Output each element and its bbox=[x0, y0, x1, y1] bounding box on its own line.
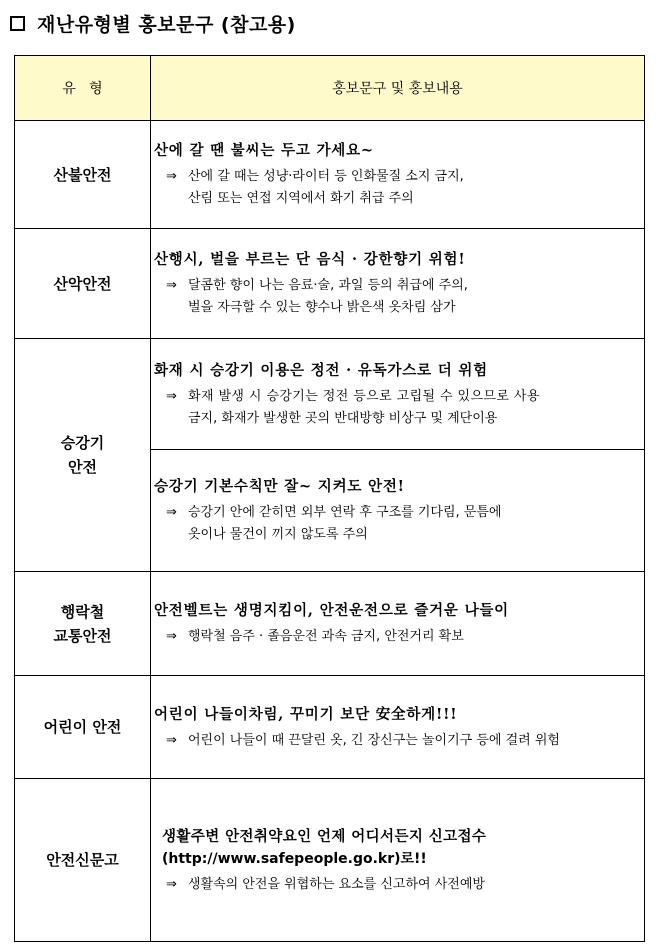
headline: 안전벨트는 생명지킴이, 안전운전으로 즐거운 나들이 bbox=[154, 602, 509, 619]
detail bbox=[154, 408, 642, 430]
type-cell: 어린이 안전 bbox=[15, 676, 151, 779]
table-row bbox=[15, 676, 645, 779]
type-cell bbox=[15, 572, 151, 676]
checkbox-icon[interactable] bbox=[10, 16, 25, 31]
detail bbox=[154, 730, 642, 752]
content-cell bbox=[151, 572, 645, 676]
detail-line: 벌을 자극할 수 있는 향수나 밝은색 옷차림 삼가 bbox=[188, 300, 456, 315]
headline: 산에 갈 땐 불씨는 두고 가세요~ bbox=[154, 142, 374, 159]
arrow-icon: ⇒ bbox=[166, 505, 177, 520]
detail bbox=[154, 626, 642, 648]
headline: 생활주변 안전취약요인 언제 어디서든지 신고접수 bbox=[162, 828, 487, 845]
content-cell bbox=[151, 121, 645, 229]
type-line: 행락철 bbox=[60, 602, 105, 621]
header-type: 유 형 bbox=[15, 56, 151, 121]
header-content: 홍보문구 및 홍보내용 bbox=[151, 56, 645, 121]
detail bbox=[154, 502, 642, 524]
detail bbox=[154, 275, 642, 297]
arrow-icon: ⇒ bbox=[166, 388, 178, 404]
detail-line: 승강기 안에 갇히면 외부 연락 후 구조를 기다림, 문틈에 bbox=[188, 505, 502, 520]
detail bbox=[154, 386, 642, 408]
headline: 승강기 기본수칙만 잘~ 지켜도 안전! bbox=[154, 478, 405, 495]
type-line: 안전 bbox=[68, 458, 97, 476]
headline: 어린이 나들이차림, 꾸미기 보단 安全하게!!! bbox=[154, 705, 458, 723]
type-line: 교통안전 bbox=[53, 626, 112, 645]
type-cell bbox=[15, 339, 151, 572]
detail-line: 달콤한 향이 나는 음료·술, 과일 등의 취급에 주의, bbox=[188, 278, 468, 293]
detail-line: 행락철 음주 · 졸음운전 과속 금지, 안전거리 확보 bbox=[188, 629, 464, 644]
page-title bbox=[10, 6, 296, 40]
table-row bbox=[15, 572, 645, 676]
arrow-icon: ⇒ bbox=[166, 732, 177, 748]
content-cell bbox=[151, 676, 645, 779]
content-cell bbox=[151, 450, 645, 572]
arrow-icon: ⇒ bbox=[166, 876, 177, 892]
table-header-row bbox=[15, 56, 645, 121]
arrow-icon: ⇒ bbox=[166, 278, 177, 293]
table-row bbox=[15, 779, 645, 942]
arrow-icon: ⇒ bbox=[166, 169, 177, 184]
detail-line: 어린이 나들이 때 끈달린 옷, 긴 장신구는 놀이기구 등에 걸려 위험 bbox=[188, 732, 560, 748]
detail bbox=[154, 188, 642, 210]
detail bbox=[154, 524, 642, 546]
headline: 화재 시 승강기 이용은 정전 · 유독가스로 더 위험 bbox=[154, 361, 488, 379]
table-row bbox=[15, 339, 645, 450]
arrow-icon: ⇒ bbox=[166, 629, 177, 644]
detail bbox=[154, 874, 642, 896]
type-cell: 산불안전 bbox=[15, 121, 151, 229]
title-text: 재난유형별 홍보문구 (참고용) bbox=[37, 13, 296, 36]
type-line: 승강기 bbox=[60, 434, 105, 452]
table-row bbox=[15, 229, 645, 339]
type-cell: 산악안전 bbox=[15, 229, 151, 339]
detail bbox=[154, 166, 642, 188]
content-cell bbox=[151, 229, 645, 339]
detail-line: 금지, 화재가 발생한 곳의 반대방향 비상구 및 계단이용 bbox=[188, 410, 498, 426]
content-cell bbox=[151, 779, 645, 942]
report-url[interactable]: (http://www.safepeople.go.kr)로!! bbox=[162, 850, 427, 867]
detail-line: 생활속의 안전을 위협하는 요소를 신고하여 사전예방 bbox=[188, 876, 485, 892]
detail-line: 화재 발생 시 승강기는 정전 등으로 고립될 수 있으므로 사용 bbox=[188, 388, 540, 404]
type-cell: 안전신문고 bbox=[15, 779, 151, 942]
detail bbox=[154, 297, 642, 319]
detail-line: 옷이나 물건이 끼지 않도록 주의 bbox=[188, 527, 368, 542]
detail-line: 산림 또는 연접 지역에서 화기 취급 주의 bbox=[188, 191, 414, 206]
detail-line: 산에 갈 때는 성냥·라이터 등 인화물질 소지 금지, bbox=[188, 169, 464, 184]
table-row bbox=[15, 121, 645, 229]
promo-table bbox=[14, 55, 645, 942]
content-cell bbox=[151, 339, 645, 450]
headline: 산행시, 벌을 부르는 단 음식 · 강한향기 위험! bbox=[154, 251, 466, 268]
